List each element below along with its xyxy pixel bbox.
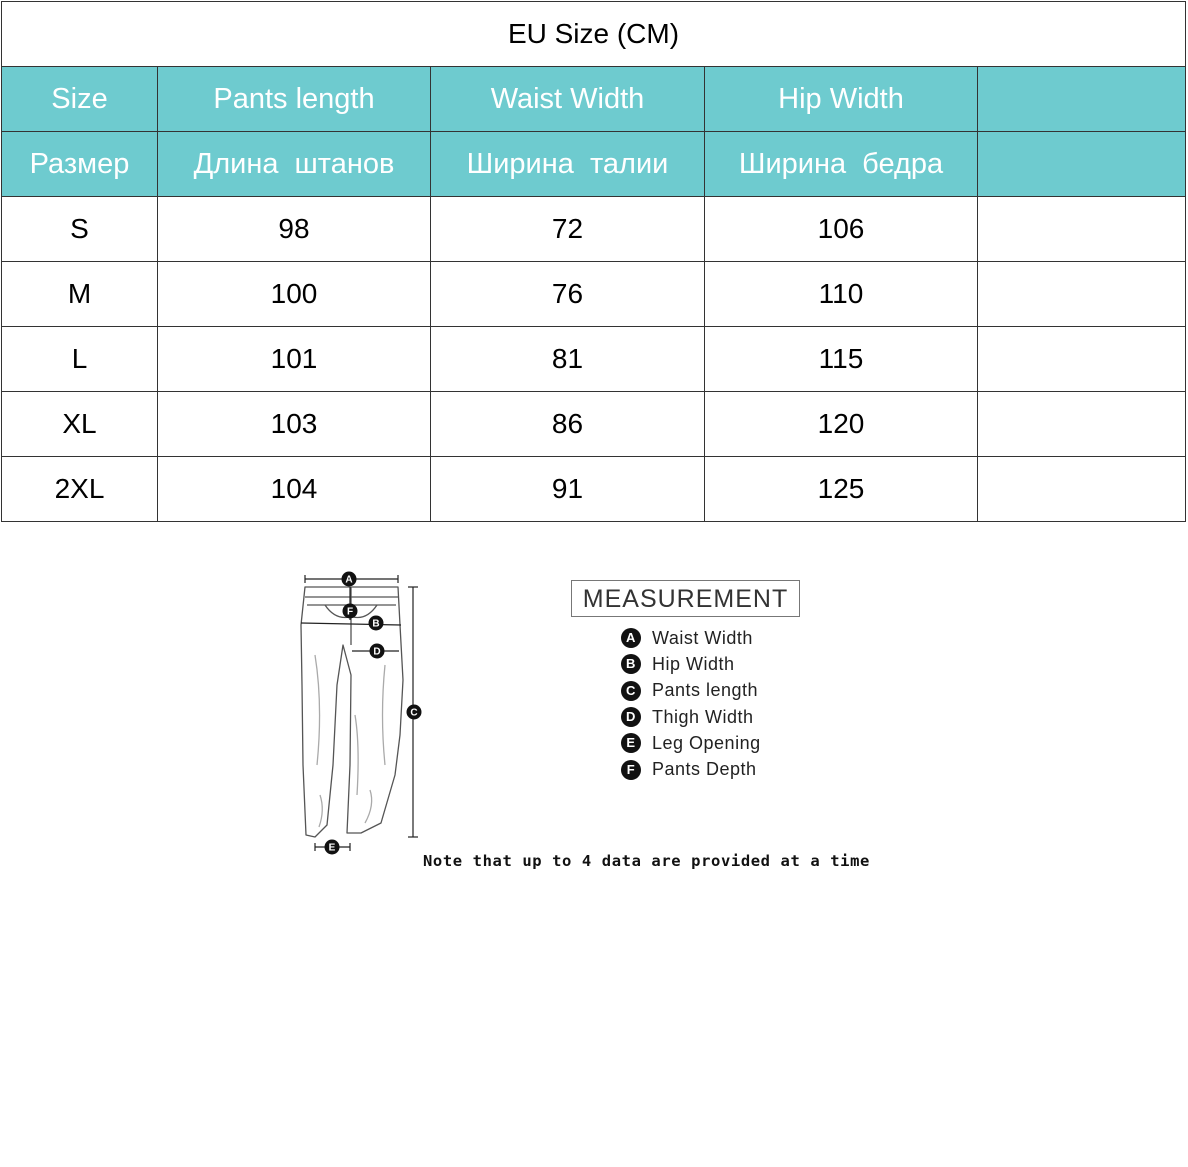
header-cell bbox=[978, 132, 1186, 197]
table-cell: 104 bbox=[158, 457, 431, 522]
legend-label: Pants length bbox=[652, 680, 759, 701]
header-row-ru bbox=[2, 132, 1186, 197]
table-cell: 125 bbox=[705, 457, 978, 522]
header-cell: Ширина талии bbox=[431, 132, 705, 197]
list-item bbox=[621, 625, 761, 651]
header-cell: Длина штанов bbox=[158, 132, 431, 197]
table-cell: 101 bbox=[158, 327, 431, 392]
legend-badge: A bbox=[621, 628, 641, 648]
header-cell: Hip Width bbox=[705, 67, 978, 132]
header-cell: Ширина бедра bbox=[705, 132, 978, 197]
table-cell: 98 bbox=[158, 197, 431, 262]
table-cell: 91 bbox=[431, 457, 705, 522]
table-cell bbox=[978, 197, 1186, 262]
table-cell bbox=[978, 457, 1186, 522]
diagram-marker: B bbox=[372, 618, 380, 630]
size-chart-table bbox=[1, 1, 1186, 522]
header-cell: Waist Width bbox=[431, 67, 705, 132]
table-cell: L bbox=[2, 327, 158, 392]
measurement-legend bbox=[621, 625, 761, 783]
note-text: Note that up to 4 data are provided at a time bbox=[423, 852, 870, 870]
diagram-marker: E bbox=[328, 842, 336, 854]
table-cell: XL bbox=[2, 392, 158, 457]
legend-label: Pants Depth bbox=[652, 759, 757, 780]
pants-sketch-icon bbox=[295, 565, 445, 865]
table-row bbox=[2, 457, 1186, 522]
table-cell: 115 bbox=[705, 327, 978, 392]
legend-badge: C bbox=[621, 681, 641, 701]
table-row bbox=[2, 392, 1186, 457]
header-cell bbox=[978, 67, 1186, 132]
table-row bbox=[2, 197, 1186, 262]
legend-label: Thigh Width bbox=[652, 706, 754, 727]
measurement-title: MEASUREMENT bbox=[571, 580, 800, 617]
diagram-marker: C bbox=[410, 707, 418, 719]
table-cell: 120 bbox=[705, 392, 978, 457]
header-row-en bbox=[2, 67, 1186, 132]
diagram-marker: F bbox=[346, 606, 354, 618]
legend-label: Leg Opening bbox=[652, 732, 761, 753]
table-cell: 76 bbox=[431, 262, 705, 327]
table-title: EU Size (CM) bbox=[2, 2, 1186, 67]
table-cell: 81 bbox=[431, 327, 705, 392]
legend-label: Waist Width bbox=[652, 627, 753, 648]
table-cell: 2XL bbox=[2, 457, 158, 522]
table-cell: S bbox=[2, 197, 158, 262]
diagram-marker: D bbox=[373, 646, 381, 658]
table-cell: 103 bbox=[158, 392, 431, 457]
legend-label: Hip Width bbox=[652, 653, 735, 674]
table-cell bbox=[978, 392, 1186, 457]
table-cell: M bbox=[2, 262, 158, 327]
table-cell bbox=[978, 262, 1186, 327]
table-cell: 106 bbox=[705, 197, 978, 262]
legend-badge: D bbox=[621, 707, 641, 727]
table-row bbox=[2, 262, 1186, 327]
legend-badge: F bbox=[621, 760, 641, 780]
table-cell: 100 bbox=[158, 262, 431, 327]
list-item bbox=[621, 651, 761, 677]
header-cell: Размер bbox=[2, 132, 158, 197]
table-row bbox=[2, 327, 1186, 392]
table-title-row bbox=[2, 2, 1186, 67]
table-cell bbox=[978, 327, 1186, 392]
list-item bbox=[621, 730, 761, 756]
legend-badge: E bbox=[621, 733, 641, 753]
list-item bbox=[621, 756, 761, 782]
list-item bbox=[621, 678, 761, 704]
table-cell: 72 bbox=[431, 197, 705, 262]
diagram-marker: A bbox=[345, 574, 353, 586]
table-cell: 86 bbox=[431, 392, 705, 457]
legend-badge: B bbox=[621, 654, 641, 674]
header-cell: Size bbox=[2, 67, 158, 132]
table-cell: 110 bbox=[705, 262, 978, 327]
list-item bbox=[621, 704, 761, 730]
header-cell: Pants length bbox=[158, 67, 431, 132]
